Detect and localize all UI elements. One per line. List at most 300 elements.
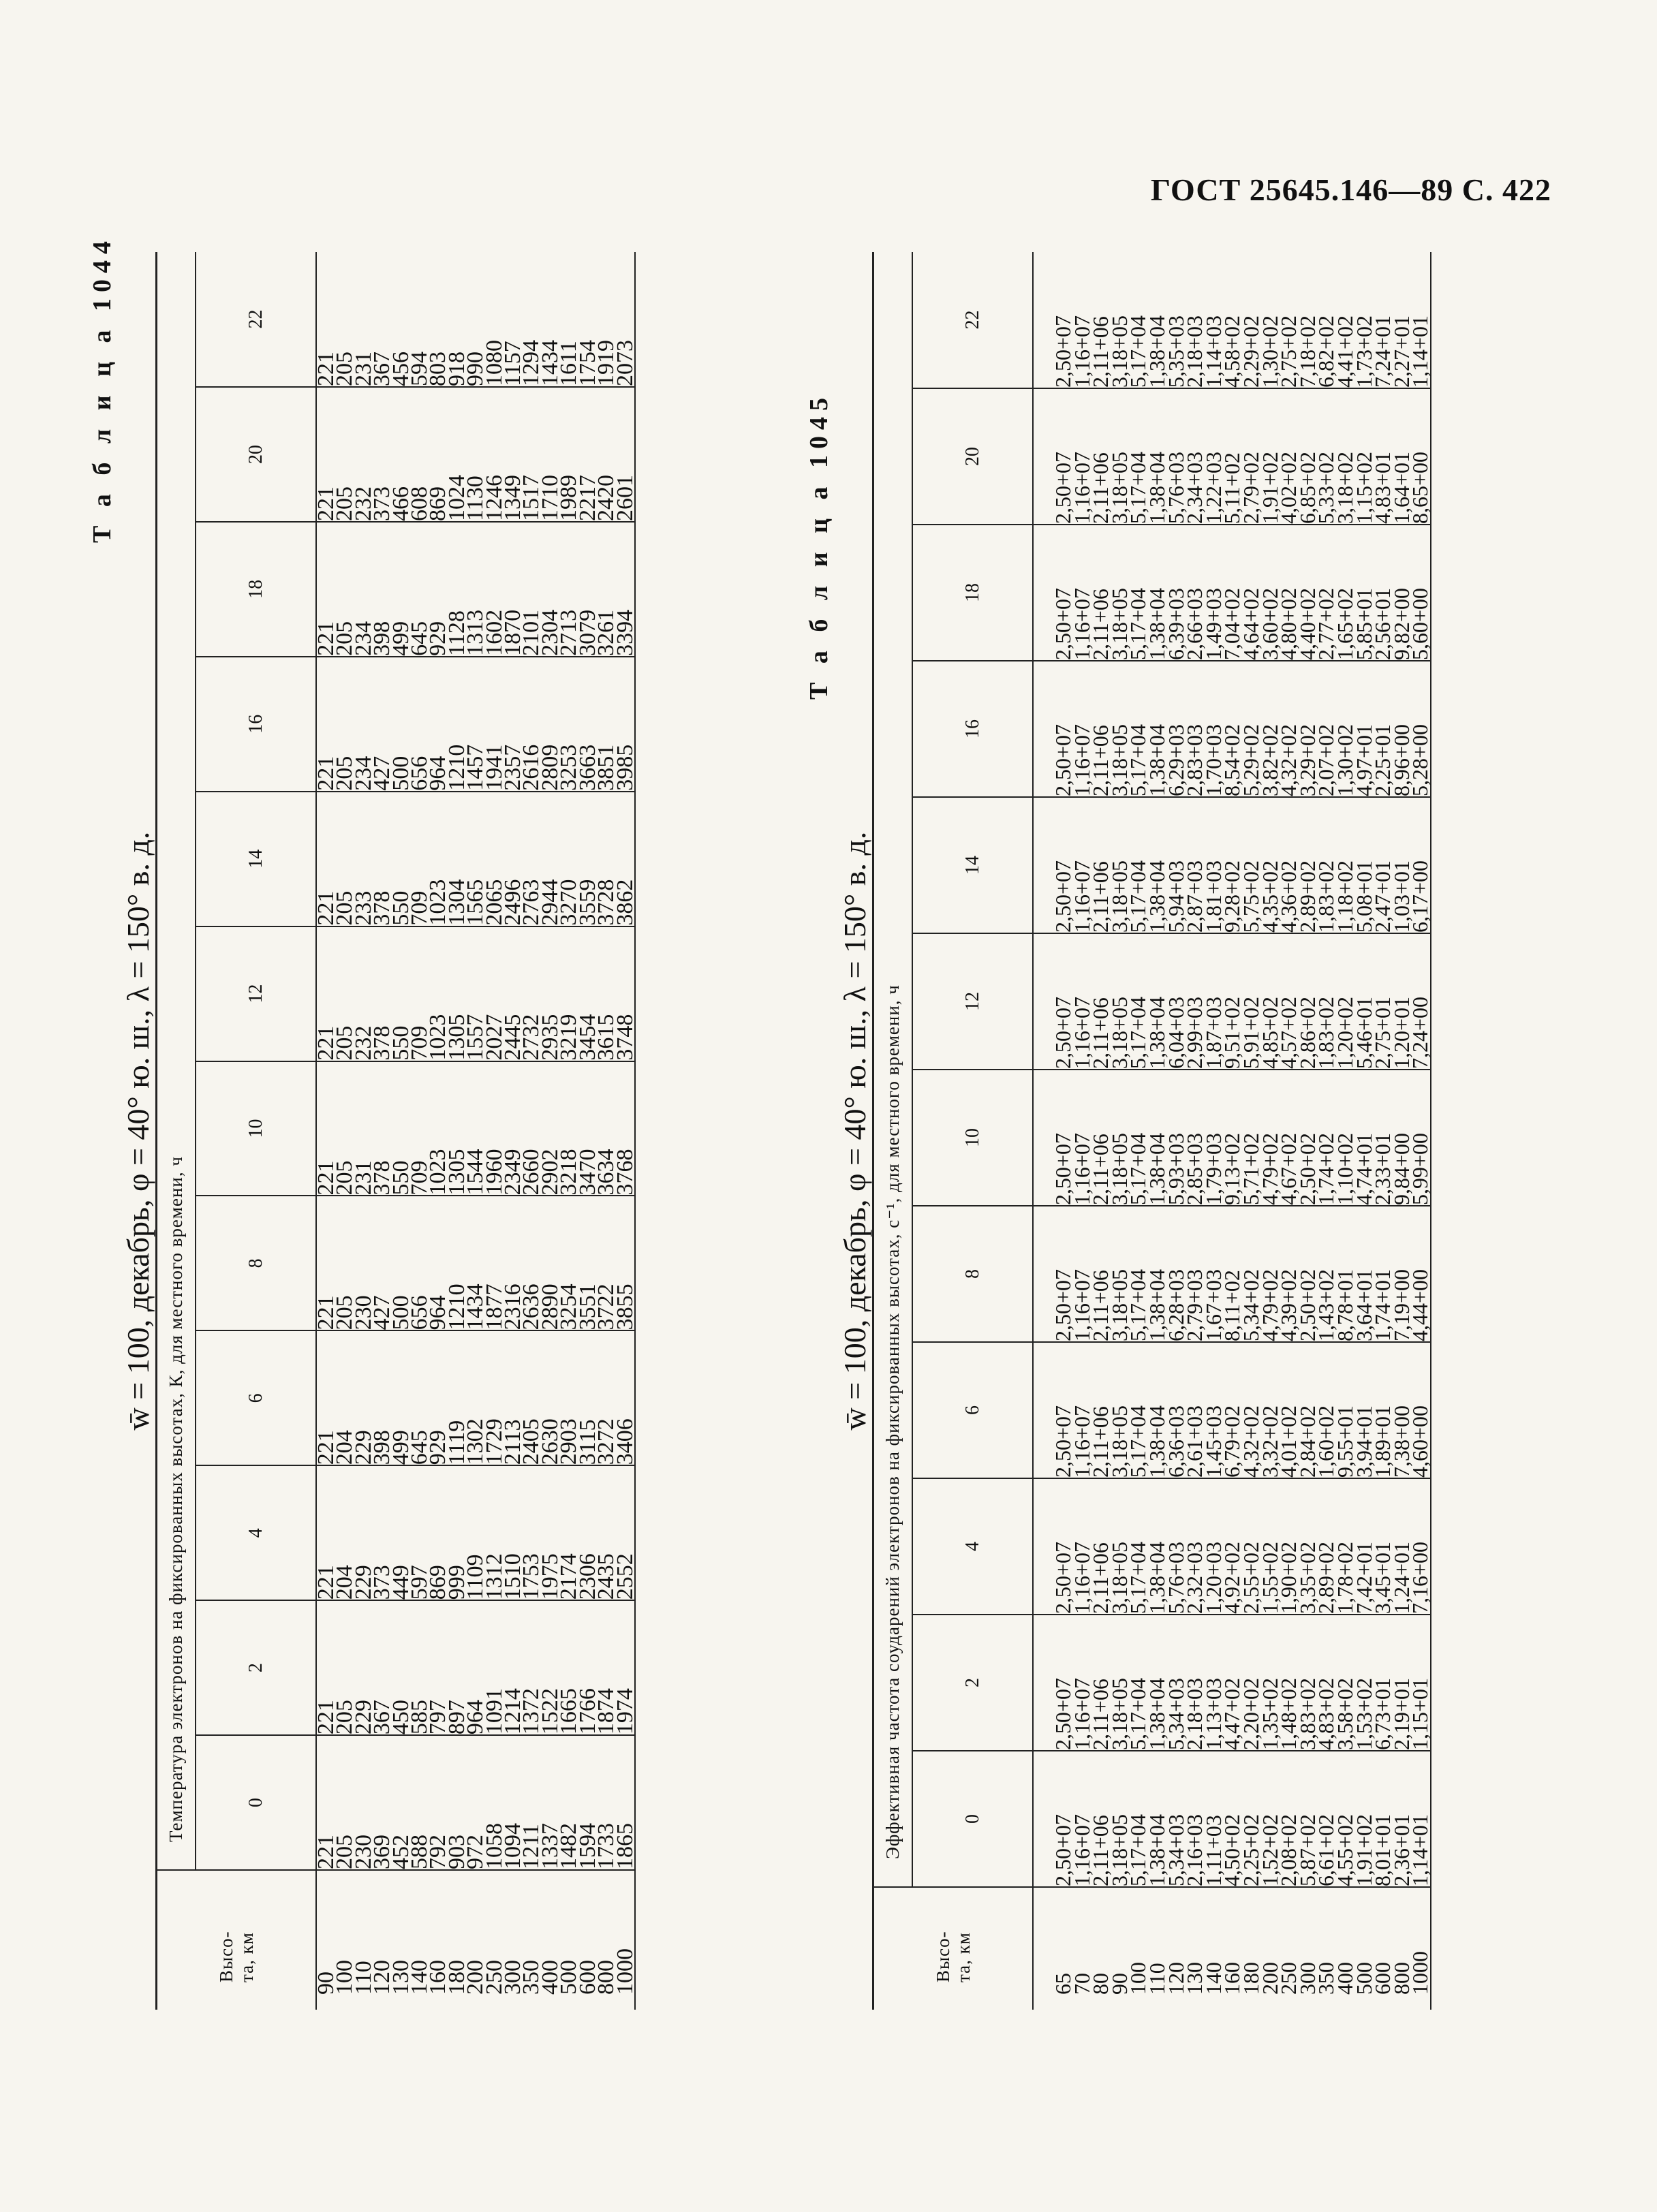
value-cell: 2113 bbox=[500, 1419, 526, 1465]
value-cell: 1023 bbox=[425, 1014, 451, 1061]
value-cell: 1434 bbox=[537, 340, 563, 387]
value-cell: 3,18+05 bbox=[1106, 315, 1132, 388]
value-cell: 9,13+02 bbox=[1220, 1132, 1245, 1205]
value-cell: 1,38+04 bbox=[1144, 1677, 1169, 1750]
value-cell: 3,29+02 bbox=[1295, 723, 1320, 796]
height-cell: 140 bbox=[1201, 1962, 1226, 1995]
value-cell: 1023 bbox=[425, 1149, 451, 1196]
value-cell: 2,47+01 bbox=[1370, 860, 1395, 933]
value-cell: 234 bbox=[350, 621, 376, 656]
table-caption: Т а б л и ц а 1045 bbox=[805, 392, 833, 700]
height-cell: 180 bbox=[1238, 1962, 1263, 1995]
value-cell: 803 bbox=[425, 352, 451, 387]
value-cell: 1023 bbox=[425, 879, 451, 926]
value-cell: 869 bbox=[425, 486, 451, 521]
value-cell: 205 bbox=[332, 1700, 358, 1735]
value-cell: 1,48+02 bbox=[1276, 1677, 1301, 1750]
column-header: 14 bbox=[196, 792, 316, 926]
height-cell: 80 bbox=[1088, 1973, 1113, 1995]
value-cell: 918 bbox=[444, 352, 469, 387]
value-cell: 2944 bbox=[537, 879, 563, 926]
value-cell: 3,82+02 bbox=[1257, 723, 1282, 796]
value-cell: 1,38+04 bbox=[1144, 1405, 1169, 1478]
height-cell: 200 bbox=[1257, 1962, 1282, 1995]
value-cell: 1,38+04 bbox=[1144, 451, 1169, 524]
value-column bbox=[313, 252, 638, 387]
value-cell: 1372 bbox=[518, 1688, 544, 1735]
value-cell: 1,52+02 bbox=[1257, 1813, 1282, 1886]
value-cell: 1865 bbox=[612, 1823, 638, 1869]
value-cell: 9,51+02 bbox=[1220, 996, 1245, 1069]
value-cell: 1,60+02 bbox=[1314, 1405, 1339, 1478]
value-cell: 367 bbox=[369, 1700, 395, 1735]
value-cell: 1,13+03 bbox=[1201, 1677, 1226, 1750]
value-cell: 2,75+02 bbox=[1276, 315, 1301, 388]
value-cell: 5,17+04 bbox=[1126, 1268, 1151, 1341]
value-cell: 1337 bbox=[537, 1823, 563, 1869]
value-cell: 2,56+01 bbox=[1370, 587, 1395, 660]
value-cell: 456 bbox=[388, 352, 414, 387]
value-cell: 4,83+01 bbox=[1370, 451, 1395, 524]
value-cell: 929 bbox=[425, 621, 451, 656]
value-cell: 5,11+02 bbox=[1220, 452, 1245, 524]
value-cell: 4,79+02 bbox=[1257, 1132, 1282, 1205]
value-cell: 2616 bbox=[518, 744, 544, 791]
column-header: 8 bbox=[912, 1206, 1033, 1342]
value-cell: 1434 bbox=[463, 1283, 489, 1330]
value-cell: 205 bbox=[332, 1835, 358, 1869]
value-cell: 5,75+02 bbox=[1238, 860, 1263, 933]
height-cell: 500 bbox=[1351, 1962, 1376, 1995]
value-cell: 1,38+04 bbox=[1144, 315, 1169, 388]
value-cell: 3,18+05 bbox=[1106, 723, 1132, 796]
value-cell: 3,35+02 bbox=[1295, 1541, 1320, 1614]
column-header: 20 bbox=[912, 388, 1033, 525]
value-cell: 3470 bbox=[574, 1149, 600, 1196]
value-cell: 3261 bbox=[593, 609, 619, 656]
column-header: 16 bbox=[196, 657, 316, 792]
value-cell: 2496 bbox=[500, 879, 526, 926]
value-cell: 1,91+02 bbox=[1351, 1813, 1376, 1886]
value-cell: 9,84+00 bbox=[1389, 1132, 1414, 1205]
value-cell: 1,16+07 bbox=[1069, 315, 1094, 388]
value-cell: 230 bbox=[350, 1835, 376, 1869]
value-cell: 3663 bbox=[574, 744, 600, 791]
value-cell: 2,50+07 bbox=[1051, 1132, 1075, 1205]
value-cell: 1,16+07 bbox=[1069, 1813, 1094, 1886]
value-cell: 990 bbox=[463, 352, 489, 387]
value-cell: 5,17+04 bbox=[1126, 1677, 1151, 1750]
height-cell: 200 bbox=[463, 1960, 489, 1995]
column-header: 18 bbox=[912, 525, 1033, 661]
height-cell: 250 bbox=[1276, 1962, 1301, 1995]
value-cell: 5,17+04 bbox=[1126, 723, 1151, 796]
height-cell: 1000 bbox=[1408, 1951, 1433, 1995]
value-cell: 500 bbox=[388, 1295, 414, 1330]
value-cell: 427 bbox=[369, 1295, 395, 1330]
value-cell: 1870 bbox=[500, 609, 526, 656]
value-cell: 499 bbox=[388, 621, 414, 656]
value-cell: 3722 bbox=[593, 1283, 619, 1330]
value-cell: 2,29+02 bbox=[1238, 315, 1263, 388]
height-cell: 1000 bbox=[612, 1948, 638, 1995]
value-cell: 232 bbox=[350, 486, 376, 521]
value-column bbox=[313, 926, 638, 1061]
value-cell: 4,83+02 bbox=[1314, 1677, 1339, 1750]
value-cell: 550 bbox=[388, 1025, 414, 1061]
value-cell: 3219 bbox=[556, 1014, 582, 1061]
value-cell: 2065 bbox=[481, 879, 507, 926]
value-cell: 8,78+01 bbox=[1332, 1268, 1357, 1341]
value-cell: 3,94+01 bbox=[1351, 1405, 1376, 1478]
value-cell: 230 bbox=[350, 1295, 376, 1330]
value-cell: 1,16+07 bbox=[1069, 451, 1094, 524]
value-cell: 4,97+01 bbox=[1351, 723, 1376, 796]
height-column bbox=[313, 1870, 638, 2010]
value-cell: 1710 bbox=[537, 474, 563, 521]
value-cell: 2,50+07 bbox=[1051, 996, 1075, 1069]
value-cell: 3,18+05 bbox=[1106, 587, 1132, 660]
value-cell: 1665 bbox=[556, 1688, 582, 1735]
value-cell: 1,10+02 bbox=[1332, 1132, 1357, 1205]
value-cell: 4,60+00 bbox=[1408, 1405, 1433, 1478]
value-cell: 1,20+01 bbox=[1389, 996, 1414, 1069]
super-header-row bbox=[873, 252, 913, 2010]
value-cell: 3,18+05 bbox=[1106, 1405, 1132, 1478]
value-cell: 3,18+05 bbox=[1106, 1132, 1132, 1205]
value-cell: 1974 bbox=[612, 1688, 638, 1735]
value-cell: 2,36+01 bbox=[1389, 1813, 1414, 1886]
super-header: Эффективная частота соударений электронов на фиксированных высотах, с⁻¹, для местного времени, ч bbox=[873, 252, 913, 1887]
value-cell: 7,18+02 bbox=[1295, 315, 1320, 388]
value-cell: 797 bbox=[425, 1700, 451, 1735]
value-cell: 1,81+03 bbox=[1201, 860, 1226, 933]
value-cell: 1,16+07 bbox=[1069, 1132, 1094, 1205]
value-cell: 4,47+02 bbox=[1220, 1677, 1245, 1750]
value-cell: 2,11+06 bbox=[1088, 1134, 1113, 1205]
value-cell: 2,61+03 bbox=[1182, 1405, 1207, 1478]
value-cell: 229 bbox=[350, 1700, 376, 1735]
value-cell: 2,11+06 bbox=[1088, 861, 1113, 933]
column-header: 10 bbox=[196, 1061, 316, 1196]
value-cell: 1,55+02 bbox=[1257, 1541, 1282, 1614]
value-cell: 3,58+02 bbox=[1332, 1677, 1357, 1750]
value-cell: 2,99+03 bbox=[1182, 996, 1207, 1069]
value-cell: 6,82+02 bbox=[1314, 315, 1339, 388]
value-cell: 3551 bbox=[574, 1283, 600, 1330]
value-cell: 1,64+01 bbox=[1389, 451, 1414, 524]
value-cell: 3,18+05 bbox=[1106, 1813, 1132, 1886]
table-title: w̄ = 100, декабрь, φ = 40° ю. ш., λ = 150° в. д. bbox=[837, 831, 872, 1431]
value-cell: 6,73+01 bbox=[1370, 1677, 1395, 1750]
value-cell: 7,42+01 bbox=[1351, 1541, 1376, 1614]
value-cell: 1210 bbox=[444, 744, 469, 791]
value-cell: 5,76+03 bbox=[1163, 451, 1188, 524]
value-cell: 8,54+02 bbox=[1220, 723, 1245, 796]
value-cell: 2,50+07 bbox=[1051, 1813, 1075, 1886]
value-cell: 869 bbox=[425, 1565, 451, 1600]
value-cell: 1246 bbox=[481, 474, 507, 521]
value-cell: 5,34+02 bbox=[1238, 1268, 1263, 1341]
value-cell: 2,27+01 bbox=[1389, 315, 1414, 388]
value-cell: 3985 bbox=[612, 744, 638, 791]
value-cell: 1,03+01 bbox=[1389, 860, 1414, 933]
value-cell: 3855 bbox=[612, 1283, 638, 1330]
value-cell: 1,38+04 bbox=[1144, 1268, 1169, 1341]
value-cell: 1,38+04 bbox=[1144, 996, 1169, 1069]
value-cell: 5,17+04 bbox=[1126, 1405, 1151, 1478]
value-cell: 2445 bbox=[500, 1014, 526, 1061]
height-cell: 800 bbox=[593, 1960, 619, 1995]
value-cell: 597 bbox=[407, 1565, 433, 1600]
column-header: 12 bbox=[912, 933, 1033, 1070]
value-cell: 4,74+01 bbox=[1351, 1132, 1376, 1205]
value-column bbox=[1033, 1615, 1431, 1751]
value-cell: 2,50+07 bbox=[1051, 451, 1075, 524]
value-cell: 1522 bbox=[537, 1688, 563, 1735]
value-cell: 1,16+07 bbox=[1069, 1541, 1094, 1614]
value-cell: 1,87+03 bbox=[1201, 996, 1226, 1069]
value-cell: 221 bbox=[313, 352, 339, 387]
value-cell: 3218 bbox=[556, 1149, 582, 1196]
value-cell: 2349 bbox=[500, 1149, 526, 1196]
value-cell: 3,18+05 bbox=[1106, 451, 1132, 524]
data-table bbox=[872, 252, 1431, 2010]
height-cell: 65 bbox=[1051, 1973, 1075, 1995]
value-cell: 5,71+02 bbox=[1238, 1132, 1263, 1205]
value-cell: 427 bbox=[369, 755, 395, 791]
value-column bbox=[1033, 1342, 1431, 1478]
value-cell: 1,16+07 bbox=[1069, 1677, 1094, 1750]
value-cell: 221 bbox=[313, 1025, 339, 1061]
value-cell: 1,14+01 bbox=[1408, 1813, 1433, 1886]
value-column bbox=[313, 1600, 638, 1735]
value-cell: 2,19+01 bbox=[1389, 1677, 1414, 1750]
value-cell: 1594 bbox=[574, 1823, 600, 1869]
height-cell: 130 bbox=[388, 1960, 414, 1995]
value-cell: 585 bbox=[407, 1700, 433, 1735]
value-cell: 1024 bbox=[444, 474, 469, 521]
column-header-row bbox=[196, 252, 316, 2010]
value-cell: 1211 bbox=[518, 1824, 544, 1869]
value-cell: 964 bbox=[425, 755, 451, 791]
value-cell: 373 bbox=[369, 1565, 395, 1600]
column-header: 2 bbox=[196, 1600, 316, 1735]
height-cell: 800 bbox=[1389, 1962, 1414, 1995]
value-cell: 1941 bbox=[481, 744, 507, 791]
value-cell: 2,55+02 bbox=[1238, 1541, 1263, 1614]
value-cell: 5,17+04 bbox=[1126, 860, 1151, 933]
value-cell: 232 bbox=[350, 1025, 376, 1061]
value-cell: 3253 bbox=[556, 744, 582, 791]
value-cell: 4,40+02 bbox=[1295, 587, 1320, 660]
value-cell: 1,38+04 bbox=[1144, 723, 1169, 796]
value-cell: 3559 bbox=[574, 879, 600, 926]
value-cell: 205 bbox=[332, 1025, 358, 1061]
column-header: 22 bbox=[196, 252, 316, 387]
value-cell: 1210 bbox=[444, 1283, 469, 1330]
value-cell: 2,79+02 bbox=[1238, 451, 1263, 524]
column-header-row bbox=[912, 252, 1033, 2010]
value-cell: 221 bbox=[313, 486, 339, 521]
value-cell: 5,94+03 bbox=[1163, 860, 1188, 933]
value-cell: 2902 bbox=[537, 1149, 563, 1196]
value-cell: 1,78+02 bbox=[1332, 1541, 1357, 1614]
value-cell: 1,24+01 bbox=[1389, 1541, 1414, 1614]
height-cell: 100 bbox=[1126, 1962, 1151, 1995]
height-cell: 350 bbox=[518, 1960, 544, 1995]
column-header: 2 bbox=[912, 1615, 1033, 1751]
value-cell: 1094 bbox=[500, 1823, 526, 1869]
value-cell: 1302 bbox=[463, 1418, 489, 1465]
height-cell: 250 bbox=[481, 1960, 507, 1995]
value-cell: 5,60+00 bbox=[1408, 587, 1433, 660]
value-cell: 6,04+03 bbox=[1163, 996, 1188, 1069]
value-cell: 1,70+03 bbox=[1201, 723, 1226, 796]
height-cell: 600 bbox=[574, 1960, 600, 1995]
value-cell: 2763 bbox=[518, 879, 544, 926]
height-cell: 100 bbox=[332, 1960, 358, 1995]
value-cell: 1,45+03 bbox=[1201, 1405, 1226, 1478]
value-cell: 1,49+03 bbox=[1201, 587, 1226, 660]
value-cell: 1,38+04 bbox=[1144, 1132, 1169, 1205]
value-cell: 221 bbox=[313, 1700, 339, 1735]
value-cell: 2713 bbox=[556, 609, 582, 656]
value-cell: 2890 bbox=[537, 1283, 563, 1330]
column-header: 12 bbox=[196, 926, 316, 1061]
value-cell: 1877 bbox=[481, 1283, 507, 1330]
value-cell: 1,22+03 bbox=[1201, 451, 1226, 524]
value-cell: 2357 bbox=[500, 744, 526, 791]
value-cell: 1313 bbox=[463, 609, 489, 656]
value-cell: 205 bbox=[332, 486, 358, 521]
value-cell: 1,20+02 bbox=[1332, 996, 1357, 1069]
value-cell: 2,50+07 bbox=[1051, 860, 1075, 933]
height-cell: 600 bbox=[1370, 1962, 1395, 1995]
table-title: w̄ = 100, декабрь, φ = 40° ю. ш., λ = 150° в. д. bbox=[121, 831, 155, 1431]
value-cell: 1157 bbox=[500, 341, 526, 387]
value-cell: 2636 bbox=[518, 1283, 544, 1330]
value-column bbox=[1033, 661, 1431, 797]
value-cell: 221 bbox=[313, 1295, 339, 1330]
data-row bbox=[1033, 252, 1431, 2010]
value-cell: 2316 bbox=[500, 1283, 526, 1330]
value-cell: 1,79+03 bbox=[1201, 1132, 1226, 1205]
value-cell: 4,57+02 bbox=[1276, 996, 1301, 1069]
page-header: ГОСТ 25645.146—89 С. 422 bbox=[1150, 172, 1551, 207]
value-cell: 449 bbox=[388, 1565, 414, 1600]
height-cell: 350 bbox=[1314, 1962, 1339, 1995]
value-cell: 7,24+00 bbox=[1408, 996, 1433, 1069]
value-cell: 398 bbox=[369, 1430, 395, 1465]
value-cell: 1,14+03 bbox=[1201, 315, 1226, 388]
value-cell: 1305 bbox=[444, 1149, 469, 1196]
value-cell: 367 bbox=[369, 352, 395, 387]
value-cell: 2,89+02 bbox=[1314, 1541, 1339, 1614]
value-cell: 5,17+04 bbox=[1126, 1541, 1151, 1614]
value-cell: 964 bbox=[425, 1295, 451, 1330]
value-column bbox=[1033, 1206, 1431, 1342]
value-cell: 231 bbox=[350, 1160, 376, 1196]
height-cell: 120 bbox=[369, 1960, 395, 1995]
height-cell: 300 bbox=[1295, 1962, 1320, 1995]
value-cell: 1,20+03 bbox=[1201, 1541, 1226, 1614]
value-cell: 5,34+03 bbox=[1163, 1677, 1188, 1750]
value-cell: 594 bbox=[407, 352, 433, 387]
value-column bbox=[1033, 1751, 1431, 1887]
table-1044 bbox=[88, 235, 864, 2010]
height-cell: 120 bbox=[1163, 1962, 1188, 1995]
value-cell: 5,29+02 bbox=[1238, 723, 1263, 796]
value-cell: 1544 bbox=[463, 1149, 489, 1196]
value-column bbox=[1033, 252, 1431, 388]
value-cell: 5,34+03 bbox=[1163, 1813, 1188, 1886]
value-cell: 5,46+01 bbox=[1351, 996, 1376, 1069]
value-cell: 7,19+00 bbox=[1389, 1268, 1414, 1341]
value-cell: 2,25+02 bbox=[1238, 1813, 1263, 1886]
value-cell: 5,17+04 bbox=[1126, 1132, 1151, 1205]
value-cell: 3,18+05 bbox=[1106, 860, 1132, 933]
value-cell: 1919 bbox=[593, 340, 619, 387]
value-cell: 2,50+02 bbox=[1295, 1268, 1320, 1341]
value-column bbox=[313, 1330, 638, 1465]
value-cell: 3394 bbox=[612, 609, 638, 656]
value-cell: 499 bbox=[388, 1430, 414, 1465]
column-header: 16 bbox=[912, 661, 1033, 797]
value-cell: 3272 bbox=[593, 1418, 619, 1465]
value-cell: 1,83+02 bbox=[1314, 996, 1339, 1069]
value-cell: 2660 bbox=[518, 1149, 544, 1196]
data-table bbox=[155, 252, 636, 2010]
height-cell: 500 bbox=[556, 1960, 582, 1995]
value-cell: 1,30+02 bbox=[1332, 723, 1357, 796]
value-cell: 5,87+02 bbox=[1295, 1813, 1320, 1886]
value-cell: 5,17+04 bbox=[1126, 451, 1151, 524]
column-header: 0 bbox=[912, 1751, 1033, 1887]
value-cell: 450 bbox=[388, 1700, 414, 1735]
value-cell: 2,86+02 bbox=[1295, 996, 1320, 1069]
column-header: 6 bbox=[196, 1330, 316, 1465]
value-cell: 4,02+02 bbox=[1276, 451, 1301, 524]
value-cell: 656 bbox=[407, 1295, 433, 1330]
value-cell: 1,83+02 bbox=[1314, 860, 1339, 933]
value-cell: 221 bbox=[313, 755, 339, 791]
value-cell: 1119 bbox=[444, 1420, 469, 1465]
stub-header: Высо- та, км bbox=[157, 1870, 317, 2010]
value-cell: 2,18+03 bbox=[1182, 315, 1207, 388]
value-cell: 2732 bbox=[518, 1014, 544, 1061]
value-cell: 378 bbox=[369, 1160, 395, 1196]
height-cell: 180 bbox=[444, 1960, 469, 1995]
value-cell: 2,33+01 bbox=[1370, 1132, 1395, 1205]
value-cell: 452 bbox=[388, 1835, 414, 1869]
column-header: 20 bbox=[196, 387, 316, 522]
value-cell: 1975 bbox=[537, 1553, 563, 1600]
value-cell: 1,38+04 bbox=[1144, 860, 1169, 933]
value-cell: 550 bbox=[388, 890, 414, 926]
value-cell: 3079 bbox=[574, 609, 600, 656]
value-cell: 2,50+07 bbox=[1051, 1541, 1075, 1614]
value-cell: 1482 bbox=[556, 1823, 582, 1869]
value-cell: 2,87+03 bbox=[1182, 860, 1207, 933]
value-cell: 1,74+02 bbox=[1314, 1132, 1339, 1205]
table-caption: Т а б л и ц а 1044 bbox=[88, 235, 117, 543]
value-cell: 2,77+02 bbox=[1314, 587, 1339, 660]
value-cell: 7,38+00 bbox=[1389, 1405, 1414, 1478]
value-cell: 4,32+02 bbox=[1276, 723, 1301, 796]
value-cell: 1130 bbox=[463, 476, 489, 521]
value-cell: 1,73+02 bbox=[1351, 315, 1376, 388]
